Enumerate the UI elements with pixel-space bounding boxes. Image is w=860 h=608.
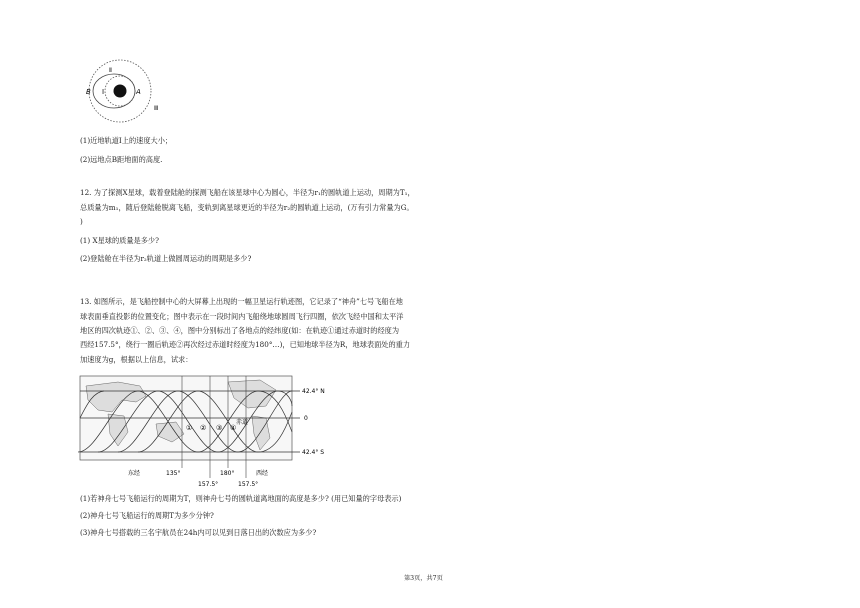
lon-157-5-right-label: 157.5° (238, 481, 259, 488)
orbit-label-i: Ⅰ (102, 88, 105, 96)
page-footer: 第3页，共7页 (404, 575, 443, 582)
west-longitude-label: 西经 (256, 470, 269, 477)
lat-south-label: 42.4° S (302, 449, 325, 456)
q13-line4: 西经157.5°，绕行一圈后轨迹②再次经过赤道时经度为180°…)，已知地球半径为R，地球表面处的重力 (80, 340, 411, 349)
track-3-label: ③ (216, 424, 223, 432)
q13-line1: 13. 如图所示，是飞船控制中心的大屏幕上出现的一幅卫星运行轨迹图，它记录了“神舟”七号飞船在地 (80, 297, 403, 306)
q13-line5: 加速度为g，根据以上信息，试求： (80, 355, 193, 364)
track-1-label: ① (186, 424, 193, 432)
ground-track-map (78, 372, 340, 490)
q13-line3: 地区的四次轨迹①、②、③、④，图中分别标出了各地点的经纬度(如：在轨迹①通过赤道时的经度为 (80, 326, 400, 335)
q13-sub3: (3)神舟七号搭载的三名宇航员在24h内可以见到日落日出的次数应为多少? (80, 528, 317, 537)
orbit-label-a: A (136, 88, 141, 96)
q12-sub2: (2)登陆舱在半径为r₂轨道上做圆周运动的周期是多少? (80, 254, 252, 263)
track-2-label: ② (200, 424, 207, 432)
q11-sub2: (2)远地点B距地面的高度. (80, 155, 163, 164)
orbit-label-b: B (86, 88, 91, 96)
equator-label: 赤道 (236, 419, 249, 426)
q13-sub2: (2)神舟七号飞船运行的周期T为多少分钟? (80, 511, 214, 520)
q11-sub1: (1)近地轨道Ⅰ上的速度大小； (80, 136, 173, 145)
q12-line2: 总质量为m₁，随后登陆舱脱离飞船，变轨到离星球更近的半径为r₂的圆轨道上运动，(万有引力常量为G。 (80, 203, 414, 212)
orbit-diagram (80, 56, 170, 128)
lon-180-label: 180° (220, 470, 235, 477)
east-longitude-label: 东经 (128, 470, 141, 477)
q12-line1: 12. 为了探测X星球，载着登陆舱的探测飞船在该星球中心为圆心，半径为r₁的圆轨道上运动，周期为T₁， (80, 188, 415, 197)
lat-north-label: 42.4° N (302, 388, 325, 395)
orbit-label-ii: Ⅱ (109, 67, 112, 74)
q12-sub1: (1) X星球的质量是多少? (80, 236, 159, 245)
orbit-label-iii: Ⅲ (154, 105, 159, 112)
track-4-label: ④ (230, 424, 237, 432)
q13-sub1: (1)若神舟七号飞船运行的周期为T，则神舟七号的圆轨道离地面的高度是多少? (用已知量的字母表示) (80, 494, 402, 503)
q12-line3: ) (80, 217, 83, 226)
lon-157-5-left-label: 157.5° (198, 481, 219, 488)
q13-line2: 球表面垂直投影的位置变化；图中表示在一段时间内飞船绕地球圆周飞行四圈，依次飞经中国和太平洋 (80, 312, 404, 321)
lon-135-label: 135° (166, 470, 181, 477)
lat-zero-label: 0 (304, 415, 308, 422)
